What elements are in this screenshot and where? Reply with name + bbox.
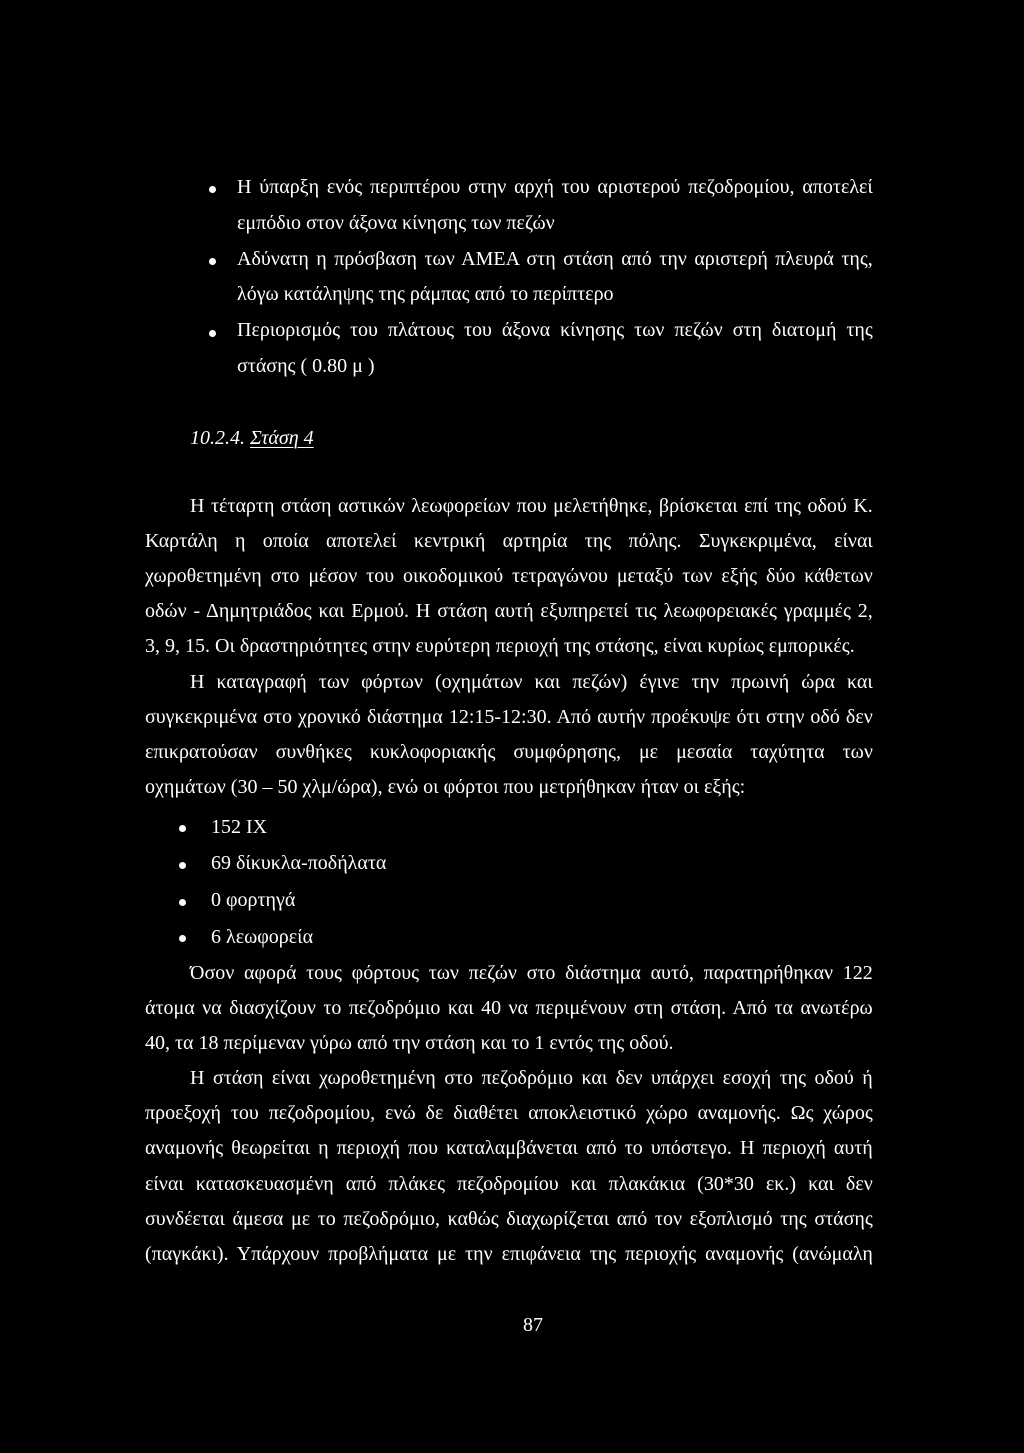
paragraph-line: Όσον αφορά τους φόρτους των πεζών στο διάστημα αυτό, παρατηρήθηκαν 122: [190, 961, 873, 984]
vehicle-count-item: [211, 809, 873, 846]
paragraph: [145, 665, 873, 806]
list-item-line: Η ύπαρξη ενός περιπτέρου στην αρχή του αριστερού πεζοδρομίου, αποτελεί: [237, 176, 873, 198]
paragraph: [145, 1061, 873, 1272]
issues-list: [237, 170, 873, 385]
paragraph-line: 3, 9, 15. Οι δραστηριότητες στην ευρύτερη περιοχή της στάσης, είναι κυρίως εμπορικές.: [145, 635, 855, 658]
vehicle-count-list: [211, 809, 873, 956]
bullet-icon: [179, 899, 186, 906]
vehicle-count-text: 69 δίκυκλα-ποδήλατα: [211, 852, 387, 875]
bullet-icon: [209, 258, 216, 265]
paragraph-line: (παγκάκι). Υπάρχουν προβλήματα με την επιφάνεια της περιοχής αναμονής (ανώμαλη: [145, 1242, 873, 1265]
vehicle-count-item: [211, 919, 873, 956]
page-number: 87: [523, 1314, 543, 1336]
paragraph-line: οδών - Δημητριάδος και Ερμού. Η στάση αυτή εξυπηρετεί τις λεωφορειακές γραμμές 2,: [145, 600, 873, 623]
bullet-icon: [179, 862, 186, 869]
paragraph-line: συνδέεται άμεσα με το πεζοδρόμιο, καθώς διαχωρίζεται από τον εξοπλισμό της στάσης: [145, 1207, 873, 1230]
paragraph-line: άτομα να διασχίζουν το πεζοδρόμιο και 40 να περιμένουν στη στάση. Από τα ανωτέρω: [145, 996, 873, 1019]
paragraph-line: επικρατούσαν συνθήκες κυκλοφοριακής συμφόρησης, με μεσαία ταχύτητα των: [145, 740, 873, 763]
list-item-line: Αδύνατη η πρόσβαση των ΑΜΕΑ στη στάση από την αριστερή πλευρά της,: [237, 247, 873, 270]
paragraph-line: χωροθετημένη στο μέσον του οικοδομικού τετραγώνου μεταξύ των εξής δύο κάθετων: [145, 564, 873, 587]
vehicle-count-item: [211, 882, 873, 919]
section-title: Στάση 4: [250, 427, 314, 449]
list-item-line: Περιορισμός του πλάτους του άξονα κίνησης των πεζών στη διατομή της: [237, 319, 873, 342]
issues-list-item: [237, 313, 873, 385]
paragraph-line: οχημάτων (30 – 50 χλμ/ώρα), ενώ οι φόρτοι που μετρήθηκαν ήταν οι εξής:: [145, 776, 746, 799]
paragraph-line: Η καταγραφή των φόρτων (οχημάτων και πεζών) έγινε την πρωινή ώρα και: [190, 670, 873, 693]
bullet-icon: [179, 935, 186, 942]
bullet-icon: [209, 330, 216, 337]
paragraph-line: προεξοχή του πεζοδρομίου, ενώ δε διαθέτει αποκλειστικό χώρο αναμονής. Ως χώρος: [145, 1102, 873, 1125]
list-item-line: λόγω κατάληψης της ράμπας από το περίπτερο: [237, 283, 614, 306]
list-item-line: εμπόδιο στον άξονα κίνησης των πεζών: [237, 211, 555, 234]
list-item-line: στάσης ( 0.80 μ ): [237, 354, 375, 377]
paragraph-line: αναμονής θεωρείται η περιοχή που καταλαμβάνεται από το υπόστεγο. Η περιοχή αυτή: [145, 1137, 873, 1160]
paragraph: [145, 489, 873, 665]
vehicle-count-text: 6 λεωφορεία: [211, 925, 314, 948]
issues-list-item: [237, 170, 873, 242]
paragraph: [145, 956, 873, 1062]
paragraph-line: Η τέταρτη στάση αστικών λεωφορείων που μελετήθηκε, βρίσκεται επί της οδού Κ.: [190, 494, 873, 517]
section-heading: [190, 421, 314, 457]
paragraph-line: συγκεκριμένα στο χρονικό διάστημα 12:15-12:30. Από αυτήν προέκυψε ότι στην οδό δεν: [145, 705, 873, 728]
paragraph-line: είναι κατασκευασμένη από πλάκες πεζοδρομίου και πλακάκια (30*30 εκ.) και δεν: [145, 1172, 873, 1195]
bullet-icon: [209, 186, 216, 193]
paragraph-line: Η στάση είναι χωροθετημένη στο πεζοδρόμιο και δεν υπάρχει εσοχή της οδού ή: [190, 1067, 873, 1089]
issues-list-item: [237, 242, 873, 314]
vehicle-count-text: 0 φορτηγά: [211, 888, 296, 911]
section-number: 10.2.4.: [190, 427, 245, 449]
paragraph-line: 40, τα 18 περίμεναν γύρω από την στάση και το 1 εντός της οδού.: [145, 1031, 674, 1054]
paragraph-line: Καρτάλη η οποία αποτελεί κεντρική αρτηρία της πόλης. Συγκεκριμένα, είναι: [145, 529, 873, 552]
vehicle-count-text: 152 ΙΧ: [211, 815, 268, 838]
bullet-icon: [179, 825, 186, 832]
vehicle-count-item: [211, 845, 873, 882]
